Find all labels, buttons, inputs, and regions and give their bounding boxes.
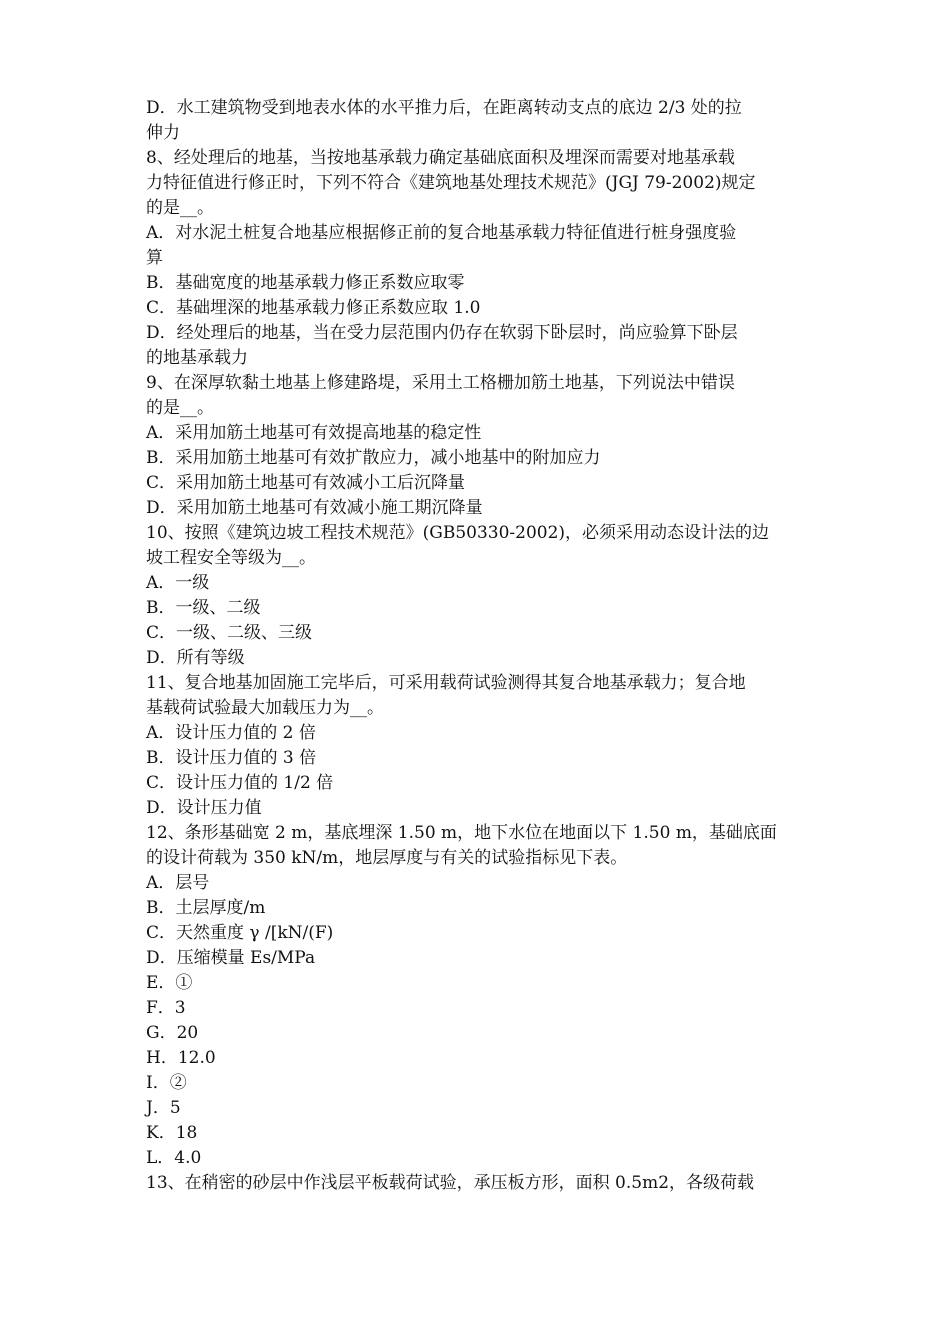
text-line: C．基础埋深的地基承载力修正系数应取 1.0 xyxy=(146,298,481,318)
text-line: A．设计压力值的 2 倍 xyxy=(146,723,316,743)
text-line: C．一级、二级、三级 xyxy=(146,623,313,643)
text-line: A．层号 xyxy=(146,873,210,893)
text-line: C．设计压力值的 1/2 倍 xyxy=(146,773,334,793)
text-line: 的是__。 xyxy=(146,198,214,218)
text-line: 11、复合地基加固施工完毕后，可采用载荷试验测得其复合地基承载力；复合地 xyxy=(146,673,746,693)
text-line: 9、在深厚软黏土地基上修建路堤，采用土工格栅加筋土地基，下列说法中错误 xyxy=(146,373,735,393)
text-line: D．采用加筋土地基可有效减小施工期沉降量 xyxy=(146,498,483,518)
document-page xyxy=(146,96,810,1196)
text-line: 的地基承载力 xyxy=(146,348,248,368)
text-line: D．设计压力值 xyxy=(146,798,262,818)
text-line: 8、经处理后的地基，当按地基承载力确定基础底面积及埋深而需要对地基承载 xyxy=(146,148,735,168)
text-line: E．① xyxy=(146,973,193,993)
text-line: A．对水泥土桩复合地基应根据修正前的复合地基承载力特征值进行桩身强度验 xyxy=(146,223,737,243)
text-line: A．一级 xyxy=(146,573,210,593)
text-line: H．12.0 xyxy=(146,1048,216,1068)
text-line: C．天然重度 γ /[kN/(F) xyxy=(146,923,334,943)
text-line: B．基础宽度的地基承载力修正系数应取零 xyxy=(146,273,465,293)
text-line: D．经处理后的地基，当在受力层范围内仍存在软弱下卧层时，尚应验算下卧层 xyxy=(146,323,738,343)
text-line: D．压缩模量 Es/MPa xyxy=(146,948,316,968)
text-line: A．采用加筋土地基可有效提高地基的稳定性 xyxy=(146,423,482,443)
text-line: G．20 xyxy=(146,1023,199,1043)
text-line: 力特征值进行修正时，下列不符合《建筑地基处理技术规范》(JGJ 79-2002)规定 xyxy=(146,173,756,193)
text-line: C．采用加筋土地基可有效减小工后沉降量 xyxy=(146,473,466,493)
text-line: D．所有等级 xyxy=(146,648,245,668)
text-line: B．设计压力值的 3 倍 xyxy=(146,748,317,768)
text-line: 13、在稍密的砂层中作浅层平板载荷试验，承压板方形，面积 0.5m2，各级荷载 xyxy=(146,1173,755,1193)
text-line: B．一级、二级 xyxy=(146,598,261,618)
text-line: 的设计荷载为 350 kN/m，地层厚度与有关的试验指标见下表。 xyxy=(146,848,628,868)
text-line: 的是__。 xyxy=(146,398,214,418)
text-line: J．5 xyxy=(146,1098,181,1118)
text-line: 基载荷试验最大加载压力为__。 xyxy=(146,698,384,718)
text-line: 坡工程安全等级为__。 xyxy=(146,548,316,568)
text-line: B．采用加筋土地基可有效扩散应力，减小地基中的附加应力 xyxy=(146,448,601,468)
text-line: 10、按照《建筑边坡工程技术规范》(GB50330-2002)，必须采用动态设计法的边 xyxy=(146,523,770,543)
text-line: K．18 xyxy=(146,1123,198,1143)
text-line: 12、条形基础宽 2 m，基底埋深 1.50 m，地下水位在地面以下 1.50 m，基础底面 xyxy=(146,823,777,843)
text-line: 算 xyxy=(146,248,163,268)
text-line: B．土层厚度/m xyxy=(146,898,266,918)
text-line: 伸力 xyxy=(146,123,180,143)
text-line: F．3 xyxy=(146,998,186,1018)
text-line: D．水工建筑物受到地表水体的水平推力后，在距离转动支点的底边 2/3 处的拉 xyxy=(146,98,742,118)
text-line: I．② xyxy=(146,1073,187,1093)
text-line: L．4.0 xyxy=(146,1148,202,1168)
